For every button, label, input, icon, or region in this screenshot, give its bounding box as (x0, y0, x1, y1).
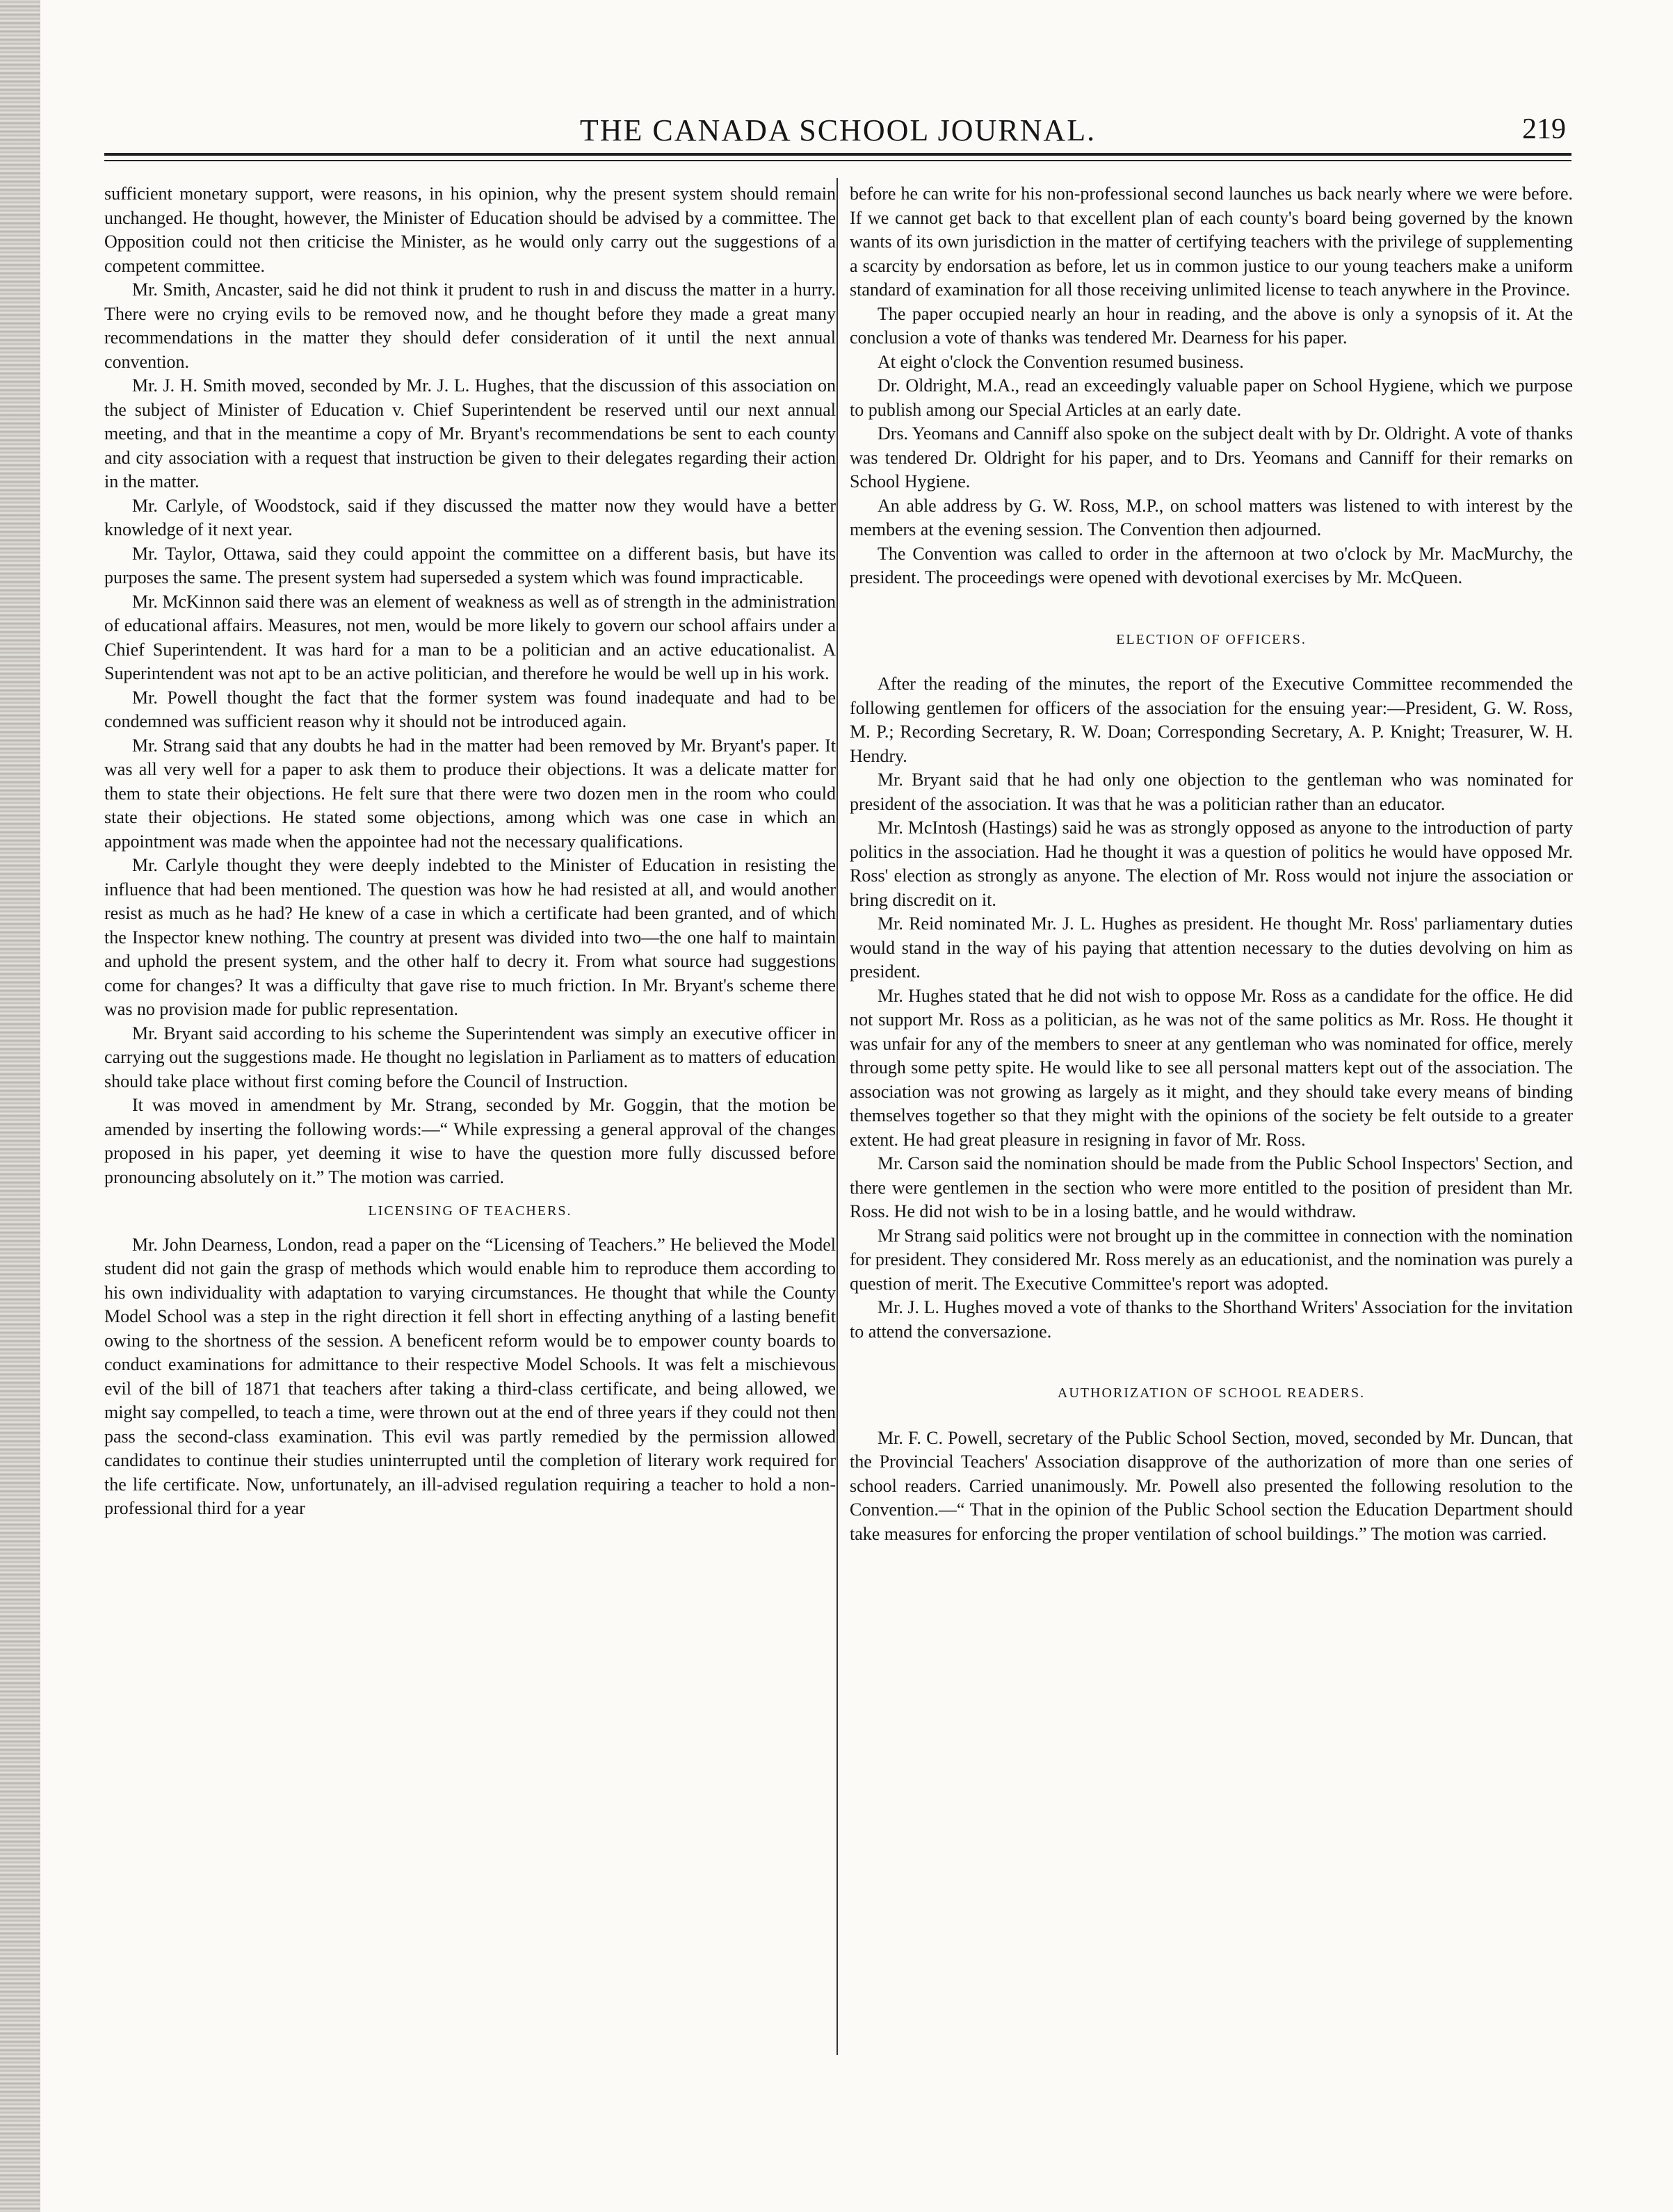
paragraph: Mr. J. L. Hughes moved a vote of thanks to the Shorthand Writers' Association for the invitation to attend the conversazione. (850, 1297, 1573, 1342)
paragraph: before he can write for his non-professional second launches us back nearly where we were before. If we cannot get back to that excellent plan of each county's board being governed by the known wants of its own jurisdiction in the matter of certifying teachers with the privilege of supplementing a scarcity by endorsation as before, let us in common justice to our young teachers make a uniform standard of examination for all those receiving unlimited license to teach anywhere in the Province. (850, 184, 1573, 300)
paragraph: Mr. Bryant said according to his scheme the Superintendent was simply an executive officer in carrying out the suggestions made. He thought no legislation in Parliament as to matters of education should take place without first coming before the Council of Instruction. (104, 1023, 836, 1091)
paragraph: Mr. J. H. Smith moved, seconded by Mr. J. L. Hughes, that the discussion of this association on the subject of Minister of Education v. Chief Superintendent be reserved until our next annual meeting, and that in the meantime a copy of Mr. Bryant's recommendations be sent to each county and city association with a request that instruction be given to their delegates regarding their action in the matter. (104, 375, 836, 491)
paragraph: An able address by G. W. Ross, M.P., on school matters was listened to with interest by the members at the evening session. The Convention then adjourned. (850, 495, 1573, 539)
paragraph: Mr. Powell thought the fact that the former system was found inadequate and had to be condemned was sufficient reason why it should not be introduced again. (104, 687, 836, 731)
left-column (104, 182, 836, 1521)
page-header (104, 110, 1571, 153)
paragraph: Mr. McIntosh (Hastings) said he was as strongly opposed as anyone to the introduction of party politics in the association. Had he thought it was a question of politics he would have opposed Mr. Ross' election as strongly as anyone. The election of Mr. Ross would not injure the association or bring discredit on it. (850, 818, 1573, 910)
paragraph: sufficient monetary support, were reasons, in his opinion, why the present system should remain unchanged. He thought, however, the Minister of Education should be advised by a committee. The Opposition could not then criticise the Minister, as he would only carry out the suggestions of a competent committee. (104, 184, 836, 276)
paragraph: After the reading of the minutes, the report of the Executive Committee recommended the following gentlemen for officers of the association for the ensuing year:—President, G. W. Ross, M. P.; Recording Secretary, R. W. Doan; Corresponding Secretary, A. P. Knight; Treasurer, W. H. Hendry. (850, 674, 1573, 766)
section-heading-licensing: LICENSING OF TEACHERS. (368, 1203, 572, 1219)
paragraph: The Convention was called to order in the afternoon at two o'clock by Mr. MacMurchy, the president. The proceedings were opened with devotional exercises by Mr. McQueen. (850, 543, 1573, 587)
paragraph: At eight o'clock the Convention resumed business. (878, 351, 1244, 372)
paragraph: Mr. Strang said that any doubts he had in the matter had been removed by Mr. Bryant's paper. It was all very well for a paper to ask them to produce their objections. It was a delicate matter for them to state their objections. He felt sure that there were two dozen men in the room who could state their objections. He stated some objections, among which was one case in which an appointment was made when the appointee had not the necessary qualifications. (104, 735, 836, 852)
paragraph: Mr. Reid nominated Mr. J. L. Hughes as president. He thought Mr. Ross' parliamentary duties would stand in the way of his paying that attention necessary to the duties devolving on him as president. (850, 913, 1573, 982)
paragraph: Mr Strang said politics were not brought up in the committee in connection with the nomination for president. They considered Mr. Ross merely as an educationist, and the nomination was purely a question of merit. The Executive Committee's report was adopted. (850, 1225, 1573, 1294)
paragraph: Mr. Smith, Ancaster, said he did not think it prudent to rush in and discuss the matter in a hurry. There were no crying evils to be removed now, and he thought before they made a great many recommendations in the matter they should defer consideration of it until the next annual convention. (104, 279, 836, 372)
paragraph: Mr. Bryant said that he had only one objection to the gentleman who was nominated for president of the association. It was that he was a politician rather than an educator. (850, 770, 1573, 814)
paragraph: Mr. John Dearness, London, read a paper on the “Licensing of Teachers.” He believed the Model student did not gain the grasp of methods which would enable him to reproduce them according to his own individuality with adaptation to varying circumstances. He thought that while the County Model School was a step in the right direction it fell short in effecting anything of a lasting benefit owing to the shortness of the session. A beneficent reform would be to empower county boards to conduct examinations for admittance to their respective Model Schools. It was felt a mischievous evil of the bill of 1871 that teachers after taking a third-class certificate, and being allowed, we might say compelled, to teach a time, were thrown out at the end of three years if they could not then pass the second-class examination. This evil was partly remedied by the permission allowed candidates to continue their studies uninterrupted until the completion of literary work required for the life certificate. Now, unfortunately, an ill-advised regulation requiring a teacher to hold a non-professional third for a year (104, 1234, 836, 1518)
header-rule (104, 153, 1571, 156)
paragraph: The paper occupied nearly an hour in reading, and the above is only a synopsis of it. At the conclusion a vote of thanks was tendered Mr. Dearness for his paper. (850, 303, 1573, 348)
paragraph: Mr. Carlyle thought they were deeply indebted to the Minister of Education in resisting the influence that had been mentioned. The question was how he had resisted at all, and would another resist as much as he had? He knew of a case in which a certificate had been granted, and of which the Inspector knew nothing. The country at present was divided into two—the one half to maintain and uphold the present system, and the other half to decry it. From what source had suggestions come for changes? It was a difficulty that gave rise to much friction. In Mr. Bryant's scheme there was no provision made for public representation. (104, 855, 836, 1019)
paragraph: Drs. Yeomans and Canniff also spoke on the subject dealt with by Dr. Oldright. A vote of thanks was tendered Dr. Oldright for his paper, and to Drs. Yeomans and Canniff for their remarks on School Hygiene. (850, 423, 1573, 491)
paragraph: Dr. Oldright, M.A., read an exceedingly valuable paper on School Hygiene, which we purpose to publish among our Special Articles at an early date. (850, 375, 1573, 420)
binding-edge (0, 0, 40, 2212)
paragraph: It was moved in amendment by Mr. Strang, seconded by Mr. Goggin, that the motion be amended by inserting the following words:—“ While expressing a general approval of the changes proposed in his paper, yet deeming it wise to have the question more fully discussed before pronouncing absolutely on it.” The motion was carried. (104, 1095, 836, 1187)
paragraph: Mr. Hughes stated that he did not wish to oppose Mr. Ross as a candidate for the office. He did not support Mr. Ross as a politician, as he was not of the same politics as Mr. Ross. He thought it was unfair for any of the members to sneer at any gentleman who was nominated for office, merely through some petty spite. He would like to see all personal matters kept out of the association. The association was not growing as largely as it might, and they should take every means of binding themselves together so that they might with the opinions of the society be felt outside to a greater extent. He had great pleasure in resigning in favor of Mr. Ross. (850, 985, 1573, 1150)
section-heading-readers: AUTHORIZATION OF SCHOOL READERS. (1057, 1385, 1366, 1401)
journal-title: THE CANADA SCHOOL JOURNAL. (579, 113, 1097, 147)
paragraph: Mr. Taylor, Ottawa, said they could appoint the committee on a different basis, but have its purposes the same. The present system had superseded a system which was found impracticable. (104, 543, 836, 587)
paragraph: Mr. Carson said the nomination should be made from the Public School Inspectors' Section, and there were gentlemen in the section who were more entitled to the position of president than Mr. Ross. He did not wish to be in a losing battle, and he would withdraw. (850, 1153, 1573, 1221)
header-rule-thin (104, 160, 1571, 161)
right-column (850, 182, 1573, 1546)
paragraph: Mr. F. C. Powell, secretary of the Public School Section, moved, seconded by Mr. Duncan, that the Provincial Teachers' Association disapprove of the authorization of more than one series of school readers. Carried unanimously. Mr. Powell also presented the following resolution to the Convention.—“ That in the opinion of the Public School section the Education Department should take measures for enforcing the proper ventilation of school buildings.” The motion was carried. (850, 1427, 1573, 1544)
column-divider (836, 178, 838, 2055)
section-heading-election: ELECTION OF OFFICERS. (1116, 631, 1307, 647)
paragraph: Mr. Carlyle, of Woodstock, said if they discussed the matter now they would have a better knowledge of it next year. (104, 495, 836, 539)
page-number: 219 (1522, 113, 1566, 145)
paragraph: Mr. McKinnon said there was an element of weakness as well as of strength in the administration of educational affairs. Measures, not men, would be more likely to govern our school affairs under a Chief Superintendent. It was hard for a man to be a politician and an active educationalist. A Superintendent was not apt to be an active politician, and therefore he would be well up in his work. (104, 591, 836, 683)
